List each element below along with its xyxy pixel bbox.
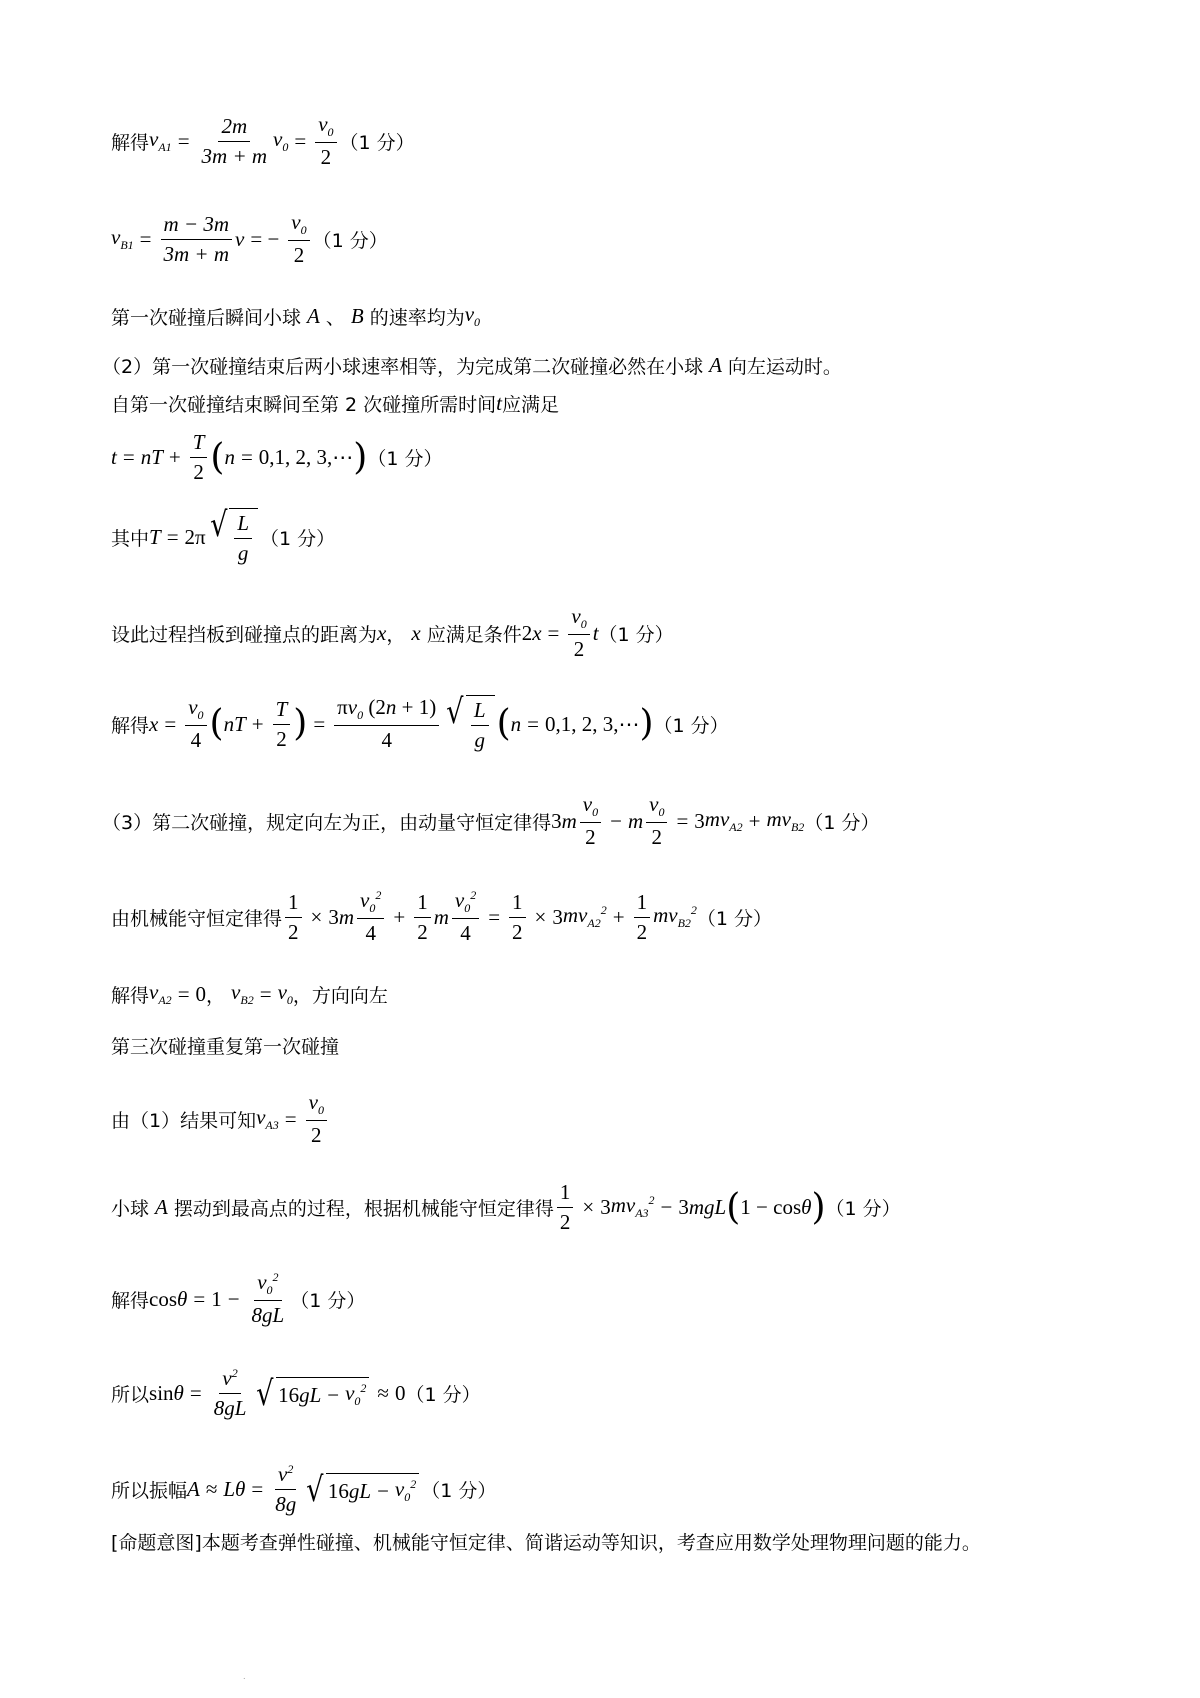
solution-line-4: （2）第一次碰撞结束后两小球速率相等，为完成第二次碰撞必然在小球 A 向左运动时。 [102, 353, 842, 378]
score-note: （1 分） [696, 907, 773, 930]
solution-line-13: 第三次碰撞重复第一次碰撞 [111, 1036, 340, 1058]
solution-line-5: 自第一次碰撞结束瞬间至第 2 次碰撞所需时间 t 应满足 [111, 391, 560, 416]
score-note: （1 分） [653, 714, 729, 737]
score-note: （1 分） [367, 448, 443, 470]
line-prefix: 解得 [111, 131, 150, 154]
score-note: （1 分） [804, 811, 880, 834]
solution-line-16: 解得 cos θ = 1 − $\frac{v_0^2}{8gL}$ （1 分） [111, 1270, 366, 1328]
score-note: （1 分） [598, 623, 674, 646]
design-intent-note: [命题意图]本题考查弹性碰撞、机械能守恒定律、简谐运动等知识，考查应用数学处理物理问题的能力。 [111, 1532, 981, 1554]
score-note: （1 分） [825, 1198, 901, 1220]
footer-mark: . [243, 1672, 246, 1681]
solution-line-18: 所以振幅 A ≈ Lθ = $\frac{v^2}{8g}$ √ 16 gL − $v_0^2$ （1 分） [111, 1462, 497, 1516]
solution-line-7: 其中 T = 2π √ $\frac{L}{g}$ （1 分） [111, 505, 336, 565]
solution-line-11: 由机械能守恒定律得 $\frac{1}{2}$ × 3 m $\frac{v_0^2}{4}$ + $\frac{1}{2}$ m $\frac{v_0^2}{4}$ = $\frac{1}{2}$ × 3 $mv_{A2}^2$ + $\frac{1}{2}$ $mv_{B2}^2$ （1 分） [111, 888, 773, 946]
score-note: （1 分） [312, 229, 388, 252]
formula-va1: $v_{A1}$ [149, 127, 172, 155]
solution-line-2: $v_{B1}$ = $\frac{m - 3m}{3m + m}$ v = − $\frac{v_0}{2}$ （1 分） [111, 210, 388, 268]
solution-line-8: 设此过程挡板到碰撞点的距离为 x ， x 应满足条件 2 x = $\frac{v_0}{2}$ t （1 分） [111, 604, 674, 662]
score-note: （1 分） [405, 1384, 481, 1406]
solution-line-12: 解得 $v_{A2}$ = 0 ， $v_{B2}$ = $v_0$ ，方向向左 [111, 980, 388, 1008]
solution-line-1: 解得 $v_{A1}$ = $\frac{2m}{3m + m}$ $v_0$ = $\frac{v_0}{2}$ （1 分） [111, 112, 415, 170]
score-note: （1 分） [260, 527, 336, 550]
solution-line-14: 由（1）结果可知 $v_{A3}$ = $\frac{v_0}{2}$ [111, 1090, 330, 1148]
score-note: （1 分） [339, 131, 415, 154]
solution-line-9: 解得 x = $\frac{v_0}{4}$ ( nT + $\frac{T}{2}$ ) = $\frac{\pi v_0 (2n + 1)}{4}$ √ $\frac{L}{g}$ ( n = 0,1, 2, 3,⋯ ) （1 分） [111, 692, 729, 753]
solution-line-17: 所以 sin θ = $\frac{v^2}{8gL}$ √ 16 gL − $v_0^2$ ≈ 0 （1 分） [111, 1366, 481, 1420]
solution-line-3: 第一次碰撞后瞬间小球 A 、 B 的速率均为 $v_0$ [111, 302, 481, 330]
solution-line-15: 小球 A 摆动到最高点的过程，根据机械能守恒定律得 $\frac{1}{2}$ × 3 $mv_{A3}^2$ − 3 mgL ( 1 − cos θ ) （1 分） [111, 1180, 901, 1234]
score-note: （1 分） [421, 1480, 497, 1502]
formula-vb1: $v_{B1}$ [111, 225, 134, 253]
score-note: （1 分） [290, 1289, 366, 1312]
solution-line-10: （3）第二次碰撞，规定向左为正，由动量守恒定律得 3 m $\frac{v_0}{2}$ − m $\frac{v_0}{2}$ = 3 $mv_{A2}$ + $mv_{B2}$ （1 分） [102, 792, 880, 850]
solution-line-6: t = nT + $\frac{T}{2}$ ( n = 0,1, 2, 3,⋯ ) （1 分） [111, 430, 443, 484]
